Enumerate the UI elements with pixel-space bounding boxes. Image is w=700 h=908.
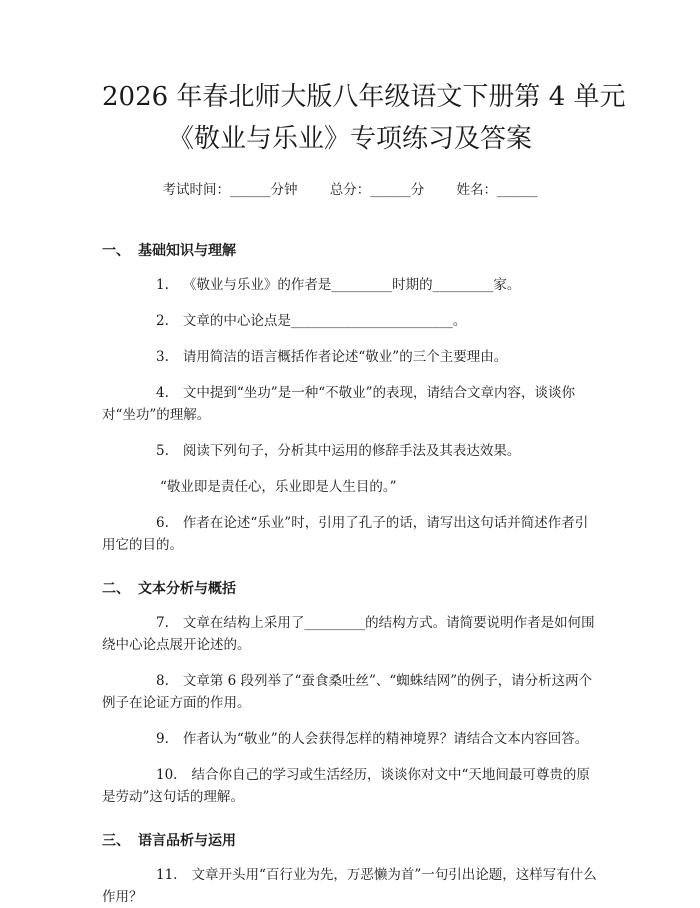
question-8 xyxy=(102,670,598,714)
question-text: 作者认为“敬业”的人会获得怎样的精神境界？请结合文本内容回答。 xyxy=(182,731,589,747)
question-text: 请用简洁的语言概括作者论述“敬业”的三个主要理由。 xyxy=(182,349,508,365)
question-text: 文章的中心论点是________________________。 xyxy=(182,313,467,329)
question-text: 文章开头用“百行业为先，万恶懒为首”一句引出论题，这样写有什么作用？ xyxy=(102,867,597,905)
question-number: 10. xyxy=(156,767,178,783)
question-text: 文章在结构上采用了_________的结构方式。请简要说明作者是如何围绕中心论点展开论述的。 xyxy=(102,615,595,653)
question-text: 文中提到“坐功”是一种“不敬业”的表现，请结合文章内容，谈谈你对“坐功”的理解。 xyxy=(102,385,575,423)
question-6 xyxy=(102,512,598,556)
question-number: 7. xyxy=(156,615,169,631)
question-2 xyxy=(102,310,598,332)
question-3 xyxy=(102,346,598,368)
question-5 xyxy=(102,440,598,462)
exam-time: 考试时间：______分钟 xyxy=(162,182,298,198)
exam-score: 总分：______分 xyxy=(329,182,425,198)
question-number: 1. xyxy=(156,277,169,293)
question-number: 11. xyxy=(156,867,178,883)
quoted-sentence: “敬业即是责任心，乐业即是人生目的。” xyxy=(160,479,397,495)
section-number: 三、 xyxy=(102,833,130,849)
question-number: 9. xyxy=(156,731,169,747)
question-text: 文章第 6 段列举了“蚕食桑吐丝”、“蜘蛛结网”的例子，请分析这两个例子在论证方面的作用。 xyxy=(102,673,593,711)
title-line-1: 2026 年春北师大版八年级语文下册第 4 单元 xyxy=(102,82,626,112)
question-text: 作者在论述“乐业”时，引用了孔子的话，请写出这句话并简述作者引用它的目的。 xyxy=(102,515,589,553)
exam-info xyxy=(102,178,598,198)
question-number: 6. xyxy=(156,515,169,531)
section-heading-2 xyxy=(102,578,598,598)
question-1 xyxy=(102,274,598,296)
section-heading-3 xyxy=(102,830,598,850)
question-number: 8. xyxy=(156,673,169,689)
section-number: 一、 xyxy=(102,243,130,259)
section-title: 文本分析与概括 xyxy=(138,581,236,597)
question-10 xyxy=(102,764,598,808)
question-7 xyxy=(102,612,598,656)
section-title: 语言品析与运用 xyxy=(138,833,236,849)
section-title: 基础知识与理解 xyxy=(138,243,236,259)
question-text: 《敬业与乐业》的作者是_________时期的_________家。 xyxy=(182,277,521,293)
exam-name: 姓名：______ xyxy=(456,182,538,198)
question-11 xyxy=(102,864,598,908)
question-number: 5. xyxy=(156,443,169,459)
section-number: 二、 xyxy=(102,581,130,597)
question-number: 3. xyxy=(156,349,169,365)
document-title xyxy=(102,0,626,160)
question-text: 结合你自己的学习或生活经历，谈谈你对文中“天地间最可尊贵的原是劳动”这句话的理解。 xyxy=(102,767,590,805)
question-number: 2. xyxy=(156,313,169,329)
title-line-2: 《敬业与乐业》专项练习及答案 xyxy=(167,124,532,154)
question-number: 4. xyxy=(156,385,169,401)
question-4 xyxy=(102,382,598,426)
question-9 xyxy=(102,728,598,750)
section-heading-1 xyxy=(102,240,598,260)
question-text: 阅读下列句子，分析其中运用的修辞手法及其表达效果。 xyxy=(182,443,521,459)
